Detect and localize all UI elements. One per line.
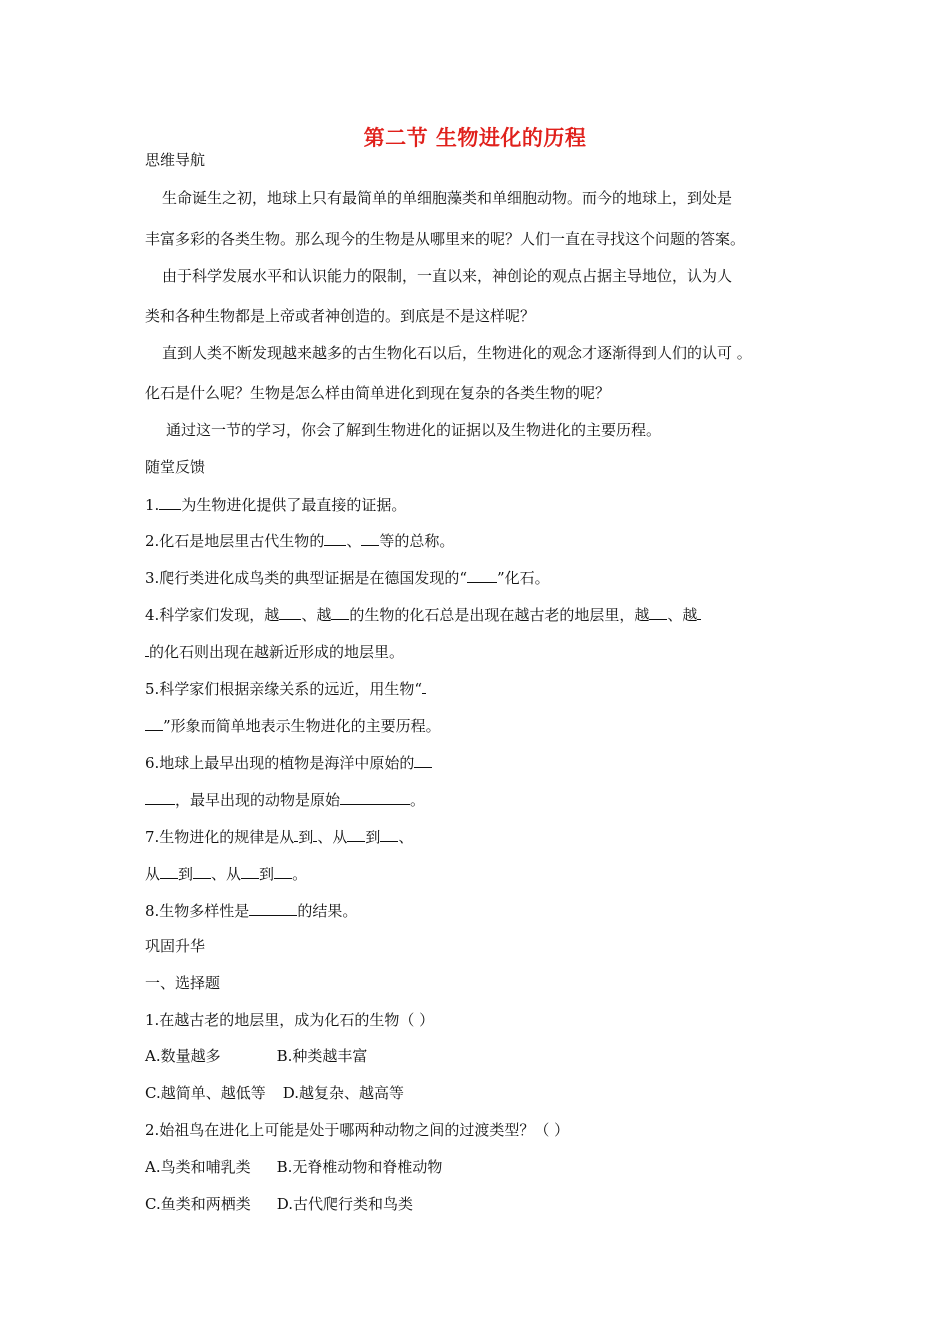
- answer-blank[interactable]: [414, 752, 432, 768]
- question-text: 5.科学家们根据亲缘关系的远近，用生物“: [145, 680, 422, 698]
- question-text: 、从: [211, 865, 242, 883]
- answer-blank[interactable]: [697, 604, 701, 620]
- answer-blank[interactable]: [249, 900, 297, 916]
- feedback-question-2: [145, 530, 454, 551]
- answer-blank[interactable]: [241, 863, 259, 879]
- section-heading-feedback: 随堂反馈: [145, 458, 206, 476]
- option-b[interactable]: B.无脊椎动物和脊椎动物: [276, 1158, 443, 1176]
- choice-options-row: [145, 1046, 367, 1066]
- question-text: 8.生物多样性是: [145, 902, 250, 920]
- answer-blank[interactable]: [361, 530, 379, 546]
- question-text: 为生物进化提供了最直接的证据。: [181, 496, 407, 514]
- intro-paragraph-line: 通过这一节的学习，你会了解到生物进化的证据以及生物进化的主要历程。: [166, 421, 662, 439]
- feedback-question-8: [145, 900, 357, 921]
- intro-paragraph-line: 由于科学发展水平和认识能力的限制，一直以来，神创论的观点占据主导地位，认为人: [162, 267, 733, 285]
- question-text: 的化石则出现在越新近形成的地层里。: [149, 643, 405, 661]
- option-c[interactable]: C.鱼类和两栖类: [145, 1195, 251, 1213]
- section-heading-consolidate: 巩固升华: [145, 937, 206, 955]
- option-d[interactable]: D.越复杂、越高等: [282, 1084, 404, 1102]
- question-text: 等的总称。: [379, 532, 455, 550]
- question-text: 4.科学家们发现，越: [145, 606, 280, 624]
- section-heading-choice: 一、选择题: [145, 974, 221, 992]
- question-text: 从: [145, 865, 161, 883]
- question-text: 到: [298, 828, 314, 846]
- question-text: 、越: [301, 606, 332, 624]
- option-d[interactable]: D.古代爬行类和鸟类: [276, 1195, 413, 1213]
- answer-blank[interactable]: [380, 826, 398, 842]
- choice-options-row: [145, 1157, 442, 1177]
- feedback-question-5: [145, 678, 426, 699]
- question-text: 、: [398, 828, 414, 846]
- feedback-question-4: [145, 604, 701, 625]
- answer-blank[interactable]: [467, 567, 497, 583]
- choice-question-1: 1.在越古老的地层里，成为化石的生物（ ）: [145, 1011, 435, 1029]
- choice-options-row: [145, 1194, 413, 1214]
- answer-blank[interactable]: [331, 604, 349, 620]
- question-text: 6.地球上最早出现的植物是海洋中原始的: [145, 754, 415, 772]
- page-title: 第二节 生物进化的历程: [363, 125, 587, 150]
- option-a[interactable]: A.数量越多: [145, 1047, 221, 1065]
- question-text: 的生物的化石总是出现在越古老的地层里，越: [349, 606, 650, 624]
- answer-blank[interactable]: [422, 678, 426, 694]
- question-text: 。: [410, 791, 426, 809]
- answer-blank[interactable]: [274, 863, 292, 879]
- question-text: 。: [292, 865, 308, 883]
- answer-blank[interactable]: [649, 604, 667, 620]
- option-c[interactable]: C.越简单、越低等: [145, 1084, 266, 1102]
- question-text: 的结果。: [297, 902, 358, 920]
- feedback-question-1: [145, 494, 406, 515]
- answer-blank[interactable]: [159, 494, 181, 510]
- feedback-question-7: [145, 826, 413, 847]
- answer-blank[interactable]: [193, 863, 211, 879]
- question-text: ”形象而简单地表示生物进化的主要历程。: [163, 717, 441, 735]
- question-text: 、越: [667, 606, 698, 624]
- answer-blank[interactable]: [145, 789, 175, 805]
- feedback-question-3: [145, 567, 550, 588]
- answer-blank[interactable]: [324, 530, 346, 546]
- question-text: ”化石。: [496, 569, 550, 587]
- question-text: 3.爬行类进化成鸟类的典型证据是在德国发现的“: [145, 569, 467, 587]
- question-text: 1.: [145, 496, 160, 514]
- intro-paragraph-line: 生命诞生之初，地球上只有最简单的单细胞藻类和单细胞动物。而今的地球上，到处是: [162, 189, 733, 207]
- question-text: 7.生物进化的规律是从: [145, 828, 295, 846]
- intro-paragraph-line: 化石是什么呢？生物是怎么样由简单进化到现在复杂的各类生物的呢？: [145, 384, 611, 402]
- question-text: 到: [365, 828, 381, 846]
- option-a[interactable]: A.鸟类和哺乳类: [145, 1158, 251, 1176]
- feedback-question-5-cont: [145, 715, 441, 736]
- choice-question-2: 2.始祖鸟在进化上可能是处于哪两种动物之间的过渡类型？（ ）: [145, 1121, 570, 1139]
- question-text: 到: [259, 865, 275, 883]
- feedback-question-6-cont: [145, 789, 425, 810]
- answer-blank[interactable]: [160, 863, 178, 879]
- question-text: 到: [178, 865, 194, 883]
- question-text: 、从: [317, 828, 348, 846]
- intro-paragraph-line: 丰富多彩的各类生物。那么现今的生物是从哪里来的呢？人们一直在寻找这个问题的答案。: [145, 230, 746, 248]
- answer-blank[interactable]: [279, 604, 301, 620]
- feedback-question-7-cont: [145, 863, 307, 884]
- choice-options-row: [145, 1083, 404, 1103]
- answer-blank[interactable]: [145, 715, 163, 731]
- feedback-question-4-cont: [145, 641, 404, 662]
- answer-blank[interactable]: [340, 789, 410, 805]
- feedback-question-6: [145, 752, 432, 773]
- question-text: ，最早出现的动物是原始: [175, 791, 341, 809]
- answer-blank[interactable]: [347, 826, 365, 842]
- intro-paragraph-line: 类和各种生物都是上帝或者神创造的。到底是不是这样呢？: [145, 307, 536, 325]
- question-text: 、: [346, 532, 362, 550]
- section-heading-guide: 思维导航: [145, 151, 206, 169]
- intro-paragraph-line: 直到人类不断发现越来越多的古生物化石以后，生物进化的观念才逐渐得到人们的认可 。: [162, 344, 752, 362]
- question-text: 2.化石是地层里古代生物的: [145, 532, 325, 550]
- option-b[interactable]: B.种类越丰富: [276, 1047, 368, 1065]
